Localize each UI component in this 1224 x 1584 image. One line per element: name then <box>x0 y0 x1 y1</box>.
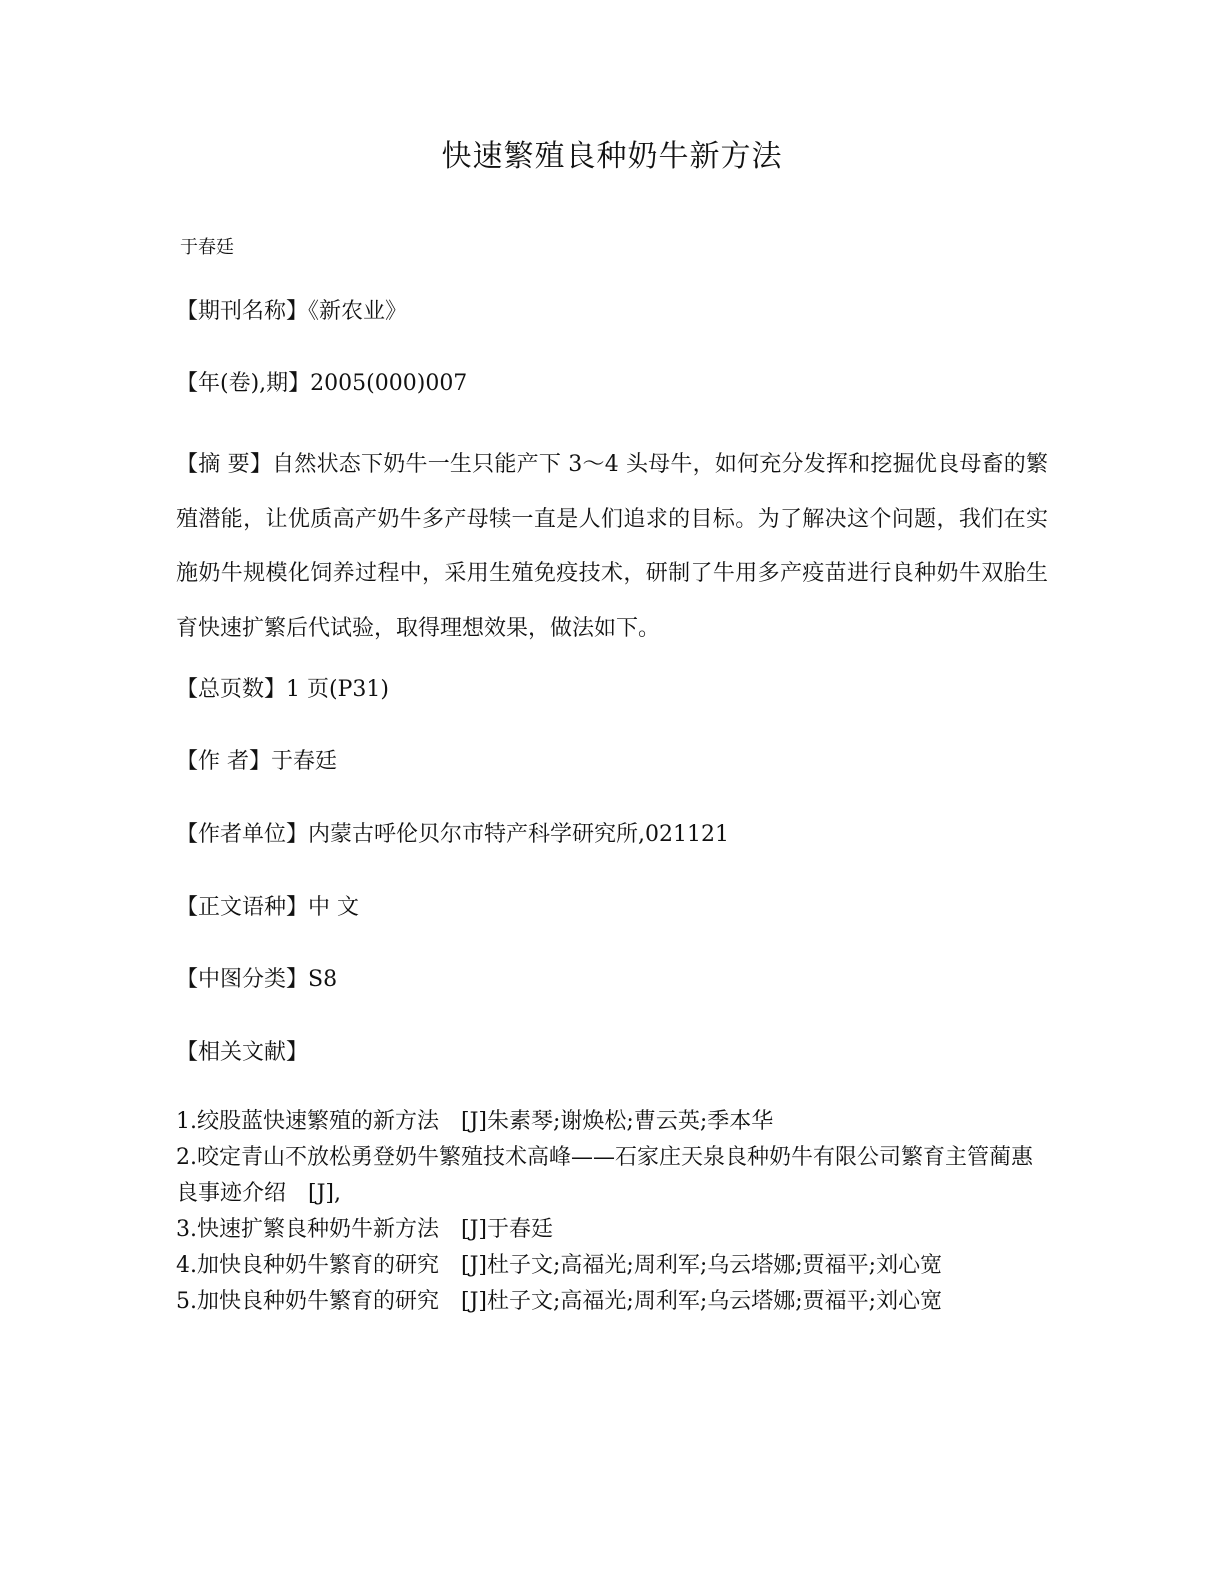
author-label: 【作 者】 <box>176 749 271 774</box>
issue-value: 2005(000)007 <box>310 371 468 396</box>
pages-field <box>176 672 389 708</box>
journal-field <box>176 294 407 330</box>
affiliation-field <box>176 817 729 853</box>
reference-number: 1. <box>176 1109 197 1134</box>
pages-label: 【总页数】 <box>176 677 287 702</box>
affiliation-label: 【作者单位】 <box>176 822 309 847</box>
related-heading <box>176 1035 308 1071</box>
reference-item <box>176 1284 1048 1320</box>
issue-label: 【年(卷),期】 <box>176 371 311 396</box>
reference-number: 5. <box>176 1289 197 1314</box>
reference-item <box>176 1140 1048 1212</box>
language-value: 中 文 <box>308 895 360 920</box>
classification-label: 【中图分类】 <box>176 967 309 992</box>
reference-item <box>176 1104 1048 1140</box>
issue-field <box>176 366 467 402</box>
pages-value: 1 页(P31) <box>286 677 389 702</box>
reference-type: [J] <box>461 1217 488 1242</box>
classification-value: S8 <box>308 967 338 992</box>
classification-field <box>176 962 337 998</box>
reference-authors: 朱素琴;谢焕松;曹云英;季本华 <box>487 1109 774 1134</box>
reference-number: 2. <box>176 1145 197 1170</box>
language-label: 【正文语种】 <box>176 895 309 920</box>
reference-item <box>176 1212 1048 1248</box>
related-label: 【相关文献】 <box>176 1040 309 1065</box>
author-byline: 于春廷 <box>180 237 234 258</box>
reference-title: 快速扩繁良种奶牛新方法 <box>197 1217 440 1242</box>
reference-type: [J] <box>461 1289 488 1314</box>
reference-number: 3. <box>176 1217 197 1242</box>
abstract-field <box>176 438 1048 656</box>
reference-type: [J] <box>461 1253 488 1278</box>
journal-value: 《新农业》 <box>308 299 408 324</box>
language-field <box>176 890 359 926</box>
author-value: 于春廷 <box>271 749 338 774</box>
reference-title: 加快良种奶牛繁育的研究 <box>197 1289 440 1314</box>
reference-authors: 杜子文;高福光;周利军;乌云塔娜;贾福平;刘心宽 <box>487 1253 943 1278</box>
reference-title: 绞股蓝快速繁殖的新方法 <box>197 1109 440 1134</box>
reference-item <box>176 1248 1048 1284</box>
reference-number: 4. <box>176 1253 197 1278</box>
abstract-label: 【摘 要】 <box>176 452 273 477</box>
reference-title: 加快良种奶牛繁育的研究 <box>197 1253 440 1278</box>
document-title: 快速繁殖良种奶牛新方法 <box>441 139 783 174</box>
journal-label: 【期刊名称】 <box>176 299 309 324</box>
reference-authors: 于春廷 <box>487 1217 554 1242</box>
reference-type: [J], <box>308 1181 341 1206</box>
reference-title: 咬定青山不放松勇登奶牛繁殖技术高峰——石家庄天泉良种奶牛有限公司繁育主管蔺惠良事迹介绍 <box>176 1145 1034 1206</box>
abstract-text: 自然状态下奶牛一生只能产下 3～4 头母牛，如何充分发挥和挖掘优良母畜的繁殖潜能，让优质高产奶牛多产母犊一直是人们追求的目标。为了解决这个问题，我们在实施奶牛规模化饲养过程中，采用生殖免疫技术，研制了牛用多产疫苗进行良种奶牛双胎生育快速扩繁后代试验，取得理想效果，做法如下。 <box>176 452 1048 641</box>
reference-type: [J] <box>461 1109 488 1134</box>
affiliation-value: 内蒙古呼伦贝尔市特产科学研究所,021121 <box>308 822 729 847</box>
author-field <box>176 744 337 780</box>
reference-list <box>176 1104 1048 1320</box>
reference-authors: 杜子文;高福光;周利军;乌云塔娜;贾福平;刘心宽 <box>487 1289 943 1314</box>
